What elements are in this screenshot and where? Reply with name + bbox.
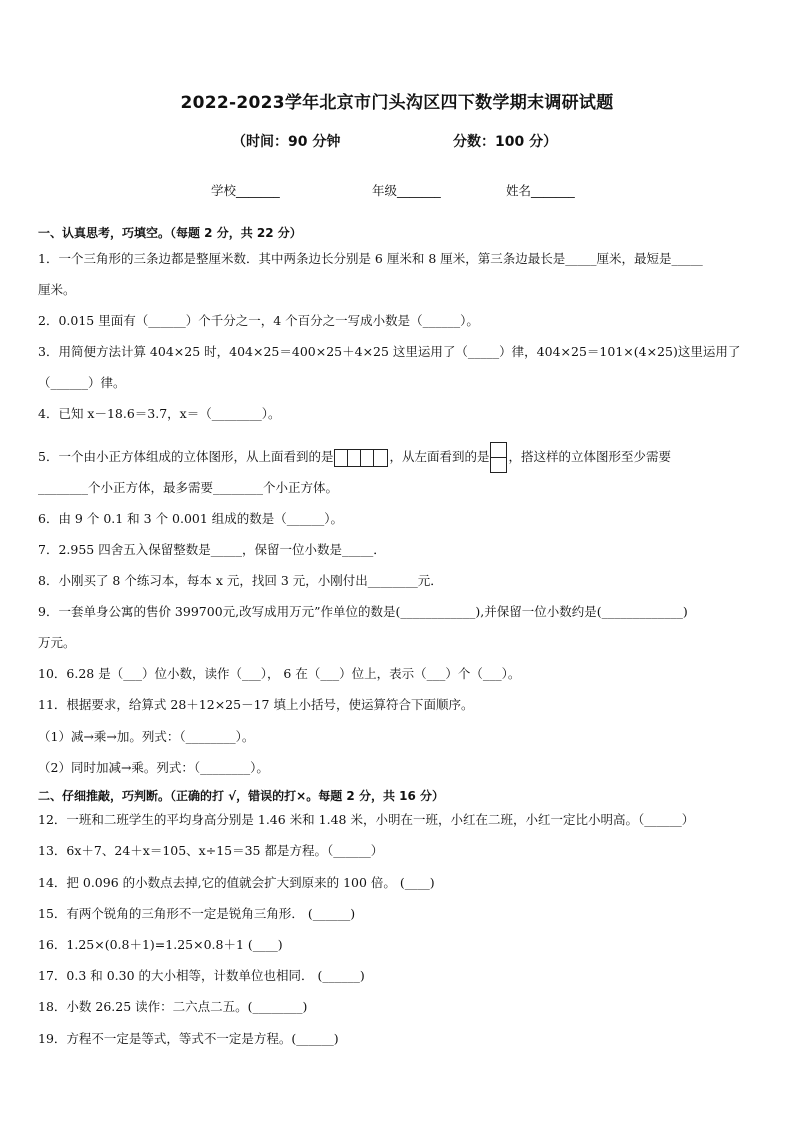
- question-9-line-1: 9．一套单身公寓的售价 399700元,改写成用万元”作单位的数是(____________),并保留一位小数约是(_____________): [38, 604, 688, 619]
- question-11-part-1: （1）减→乘→加。列式：（________）。: [38, 729, 255, 744]
- question-7: 7．2.955 四舍五入保留整数是_____，保留一位小数是_____．: [38, 542, 386, 557]
- question-13: 13．6x＋7、24＋x＝105、x÷15＝35 都是方程。（______）: [38, 843, 384, 858]
- question-11: 11．根据要求，给算式 28＋12×25－17 填上小括号，使运算符合下面顺序。: [38, 697, 474, 712]
- question-5-text-c: ，搭这样的立体图形至少需要: [508, 449, 671, 464]
- question-19: 19．方程不一定是等式，等式不一定是方程。(______): [38, 1031, 339, 1046]
- question-6: 6．由 9 个 0.1 和 3 个 0.001 组成的数是（______）。: [38, 511, 344, 526]
- exam-score: 分数：100 分）: [453, 134, 558, 150]
- question-5-line-1: [38, 442, 671, 473]
- school-field[interactable]: 学校_______: [211, 183, 280, 198]
- question-14: 14．把 0.096 的小数点去掉,它的值就会扩大到原来的 100 倍。 (____): [38, 875, 435, 890]
- section-1-heading: 一、认真思考，巧填空。（每题 2 分，共 22 分）: [38, 226, 302, 240]
- question-17: 17．0.3 和 0.30 的大小相等，计数单位也相同． (______): [38, 968, 365, 983]
- question-18: 18．小数 26.25 读作：二六点二五。(________): [38, 999, 308, 1014]
- question-3-line-1: 3．用简便方法计算 404×25 时，404×25＝400×25＋4×25 这里运用了（_____）律，404×25＝101×(4×25)这里运用了: [38, 344, 741, 359]
- question-2: 2．0.015 里面有（______）个千分之一，4 个百分之一写成小数是（______）。: [38, 313, 479, 328]
- question-5-line-2: ________个小正方体，最多需要________个小正方体。: [38, 480, 339, 495]
- name-field[interactable]: 姓名_______: [506, 183, 575, 198]
- question-16: 16．1.25×(0.8＋1)=1.25×0.8＋1 (____): [38, 937, 283, 952]
- question-15: 15．有两个锐角的三角形不一定是锐角三角形． (______): [38, 906, 356, 921]
- question-9-line-2: 万元。: [38, 635, 76, 650]
- question-5-text-b: ，从左面看到的是: [389, 449, 490, 464]
- question-5-text-a: 5．一个由小正方体组成的立体图形，从上面看到的是: [38, 449, 334, 464]
- left-view-figure: [490, 442, 507, 473]
- top-view-figure: [334, 449, 388, 467]
- question-3-line-2: （______）律。: [38, 375, 126, 390]
- question-11-part-2: （2）同时加减→乘。列式：（________）。: [38, 760, 269, 775]
- question-10: 10．6.28 是（___）位小数，读作（___）， 6 在（___）位上，表示（___）个（___）。: [38, 666, 521, 681]
- question-1-line-2: 厘米。: [38, 282, 76, 297]
- section-2-heading: 二、仔细推敲，巧判断。（正确的打 √，错误的打×。每题 2 分，共 16 分）: [38, 789, 444, 803]
- grade-field[interactable]: 年级_______: [372, 183, 441, 198]
- question-12: 12．一班和二班学生的平均身高分别是 1.46 米和 1.48 米，小明在一班，小红在二班，小红一定比小明高。（______）: [38, 812, 695, 827]
- question-4: 4．已知 x－18.6＝3.7，x＝（________）。: [38, 406, 281, 421]
- question-8: 8．小刚买了 8 个练习本，每本 x 元，找回 3 元，小刚付出________元．: [38, 573, 443, 588]
- page-title: 2022-2023学年北京市门头沟区四下数学期末调研试题: [180, 93, 614, 113]
- question-1-line-1: 1．一个三角形的三条边都是整厘米数．其中两条边长分别是 6 厘米和 8 厘米，第三条边最长是_____厘米，最短是_____: [38, 251, 703, 266]
- exam-time: （时间：90 分钟: [232, 134, 341, 150]
